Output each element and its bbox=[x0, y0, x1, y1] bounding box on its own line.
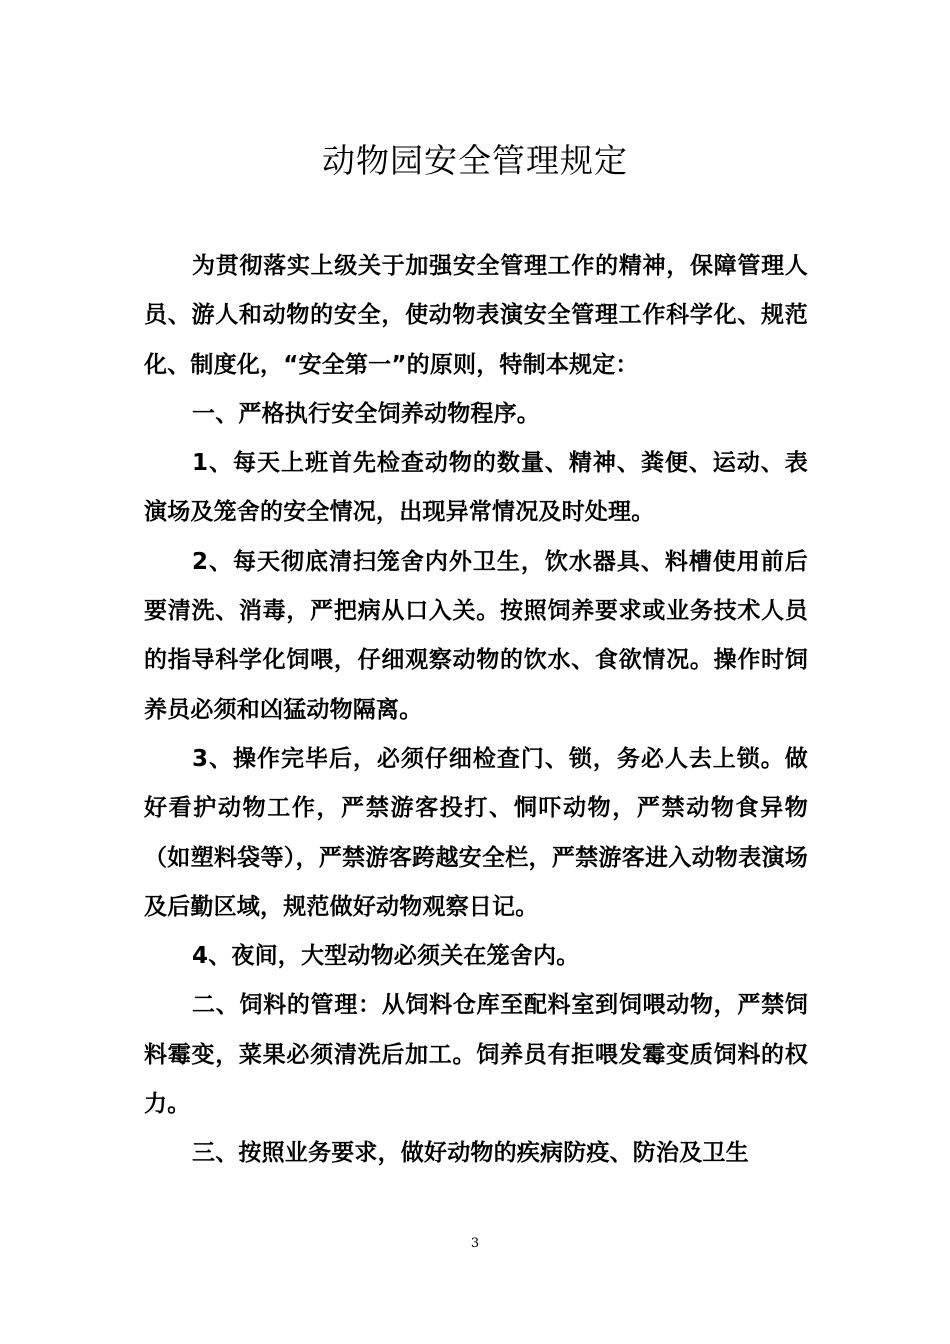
paragraph-section-2: 二、饲料的管理：从饲料仓库至配料室到饲喂动物，严禁饲料霉变，菜果必须清洗后加工。饲养员有拒喂发霉变质饲料的权力。 bbox=[144, 992, 808, 1118]
paragraph-item-4: 4、夜间，大型动物必须关在笼舍内。 bbox=[192, 943, 580, 970]
paragraph-item-2: 2、每天彻底清扫笼舍内外卫生，饮水器具、料槽使用前后要清洗、消毒，严把病从口入关。按照饲养要求或业务技术人员的指导科学化饲喂，仔细观察动物的饮水、食欲情况。操作时饲养员必须和凶猛动物隔离。 bbox=[144, 548, 808, 723]
paragraph-intro: 为贯彻落实上级关于加强安全管理工作的精神，保障管理人员、游人和动物的安全，使动物表演安全管理工作科学化、规范化、制度化，“安全第一”的原则，特制本规定： bbox=[144, 253, 808, 378]
document-title: 动物园安全管理规定 bbox=[322, 141, 628, 180]
page-number: 3 bbox=[470, 1236, 480, 1251]
paragraph-section-1-heading: 一、严格执行安全饲养动物程序。 bbox=[192, 400, 540, 427]
document-body bbox=[144, 242, 808, 1179]
paragraph-section-3: 三、按照业务要求，做好动物的疾病防疫、防治及卫生 bbox=[192, 1140, 749, 1167]
paragraph-item-3: 3、操作完毕后，必须仔细检查门、锁，务必人去上锁。做好看护动物工作，严禁游客投打、恫吓动物，严禁动物食异物（如塑料袋等），严禁游客跨越安全栏，严禁游客进入动物表演场及后勤区域，规范做好动物观察日记。 bbox=[144, 745, 808, 920]
paragraph-item-1: 1、每天上班首先检查动物的数量、精神、粪便、运动、表演场及笼舍的安全情况，出现异常情况及时处理。 bbox=[144, 450, 808, 526]
